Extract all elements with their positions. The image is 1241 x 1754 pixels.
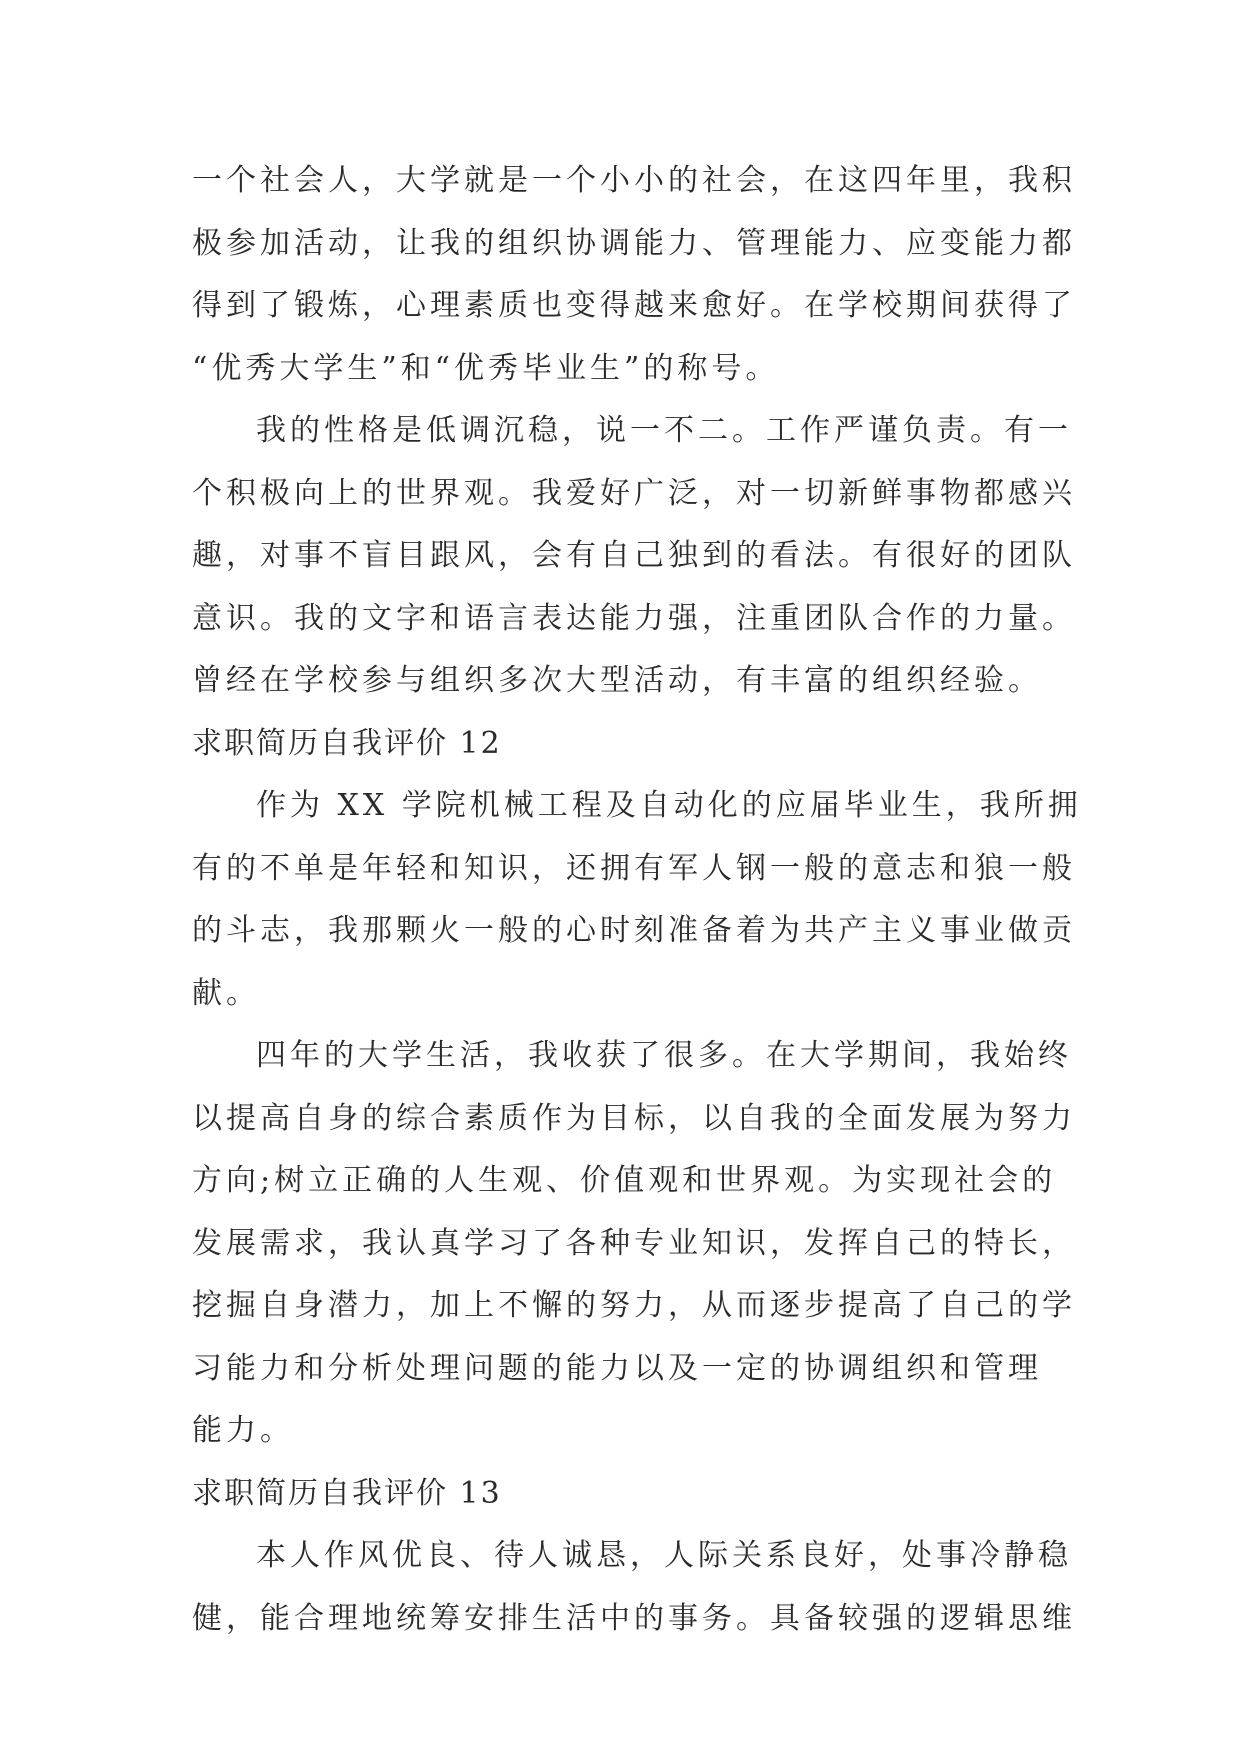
paragraph-line: 献。 [192, 975, 260, 1011]
paragraph-line: 以提高自身的综合素质作为目标，以自我的全面发展为努力 [192, 1100, 1076, 1136]
paragraph-line: 一个社会人，大学就是一个小小的社会，在这四年里，我积 [192, 163, 1076, 198]
section-heading: 求职简历自我评价 12 [192, 725, 502, 761]
paragraph-line: 曾经在学校参与组织多次大型活动，有丰富的组织经验。 [192, 663, 1042, 698]
paragraph-line: 四年的大学生活，我收获了很多。在大学期间，我始终 [256, 1038, 1072, 1073]
paragraph-line: 极参加活动，让我的组织协调能力、管理能力、应变能力都 [192, 225, 1076, 261]
document-body [192, 150, 1082, 1650]
paragraph-line: 的斗志，我那颗火一般的心时刻准备着为共产主义事业做贡 [192, 913, 1076, 948]
paragraph-line: 方向;树立正确的人生观、价值观和世界观。为实现社会的 [192, 1163, 1057, 1198]
paragraph-line: 我的性格是低调沉稳，说一不二。工作严谨负责。有一 [256, 413, 1072, 448]
paragraph-line: 得到了锻炼，心理素质也变得越来愈好。在学校期间获得了 [192, 288, 1076, 323]
paragraph-line: 挖掘自身潜力，加上不懈的努力，从而逐步提高了自己的学 [192, 1288, 1076, 1323]
paragraph-line: 意识。我的文字和语言表达能力强，注重团队合作的力量。 [192, 600, 1076, 636]
paragraph-line: 本人作风优良、待人诚恳，人际关系良好，处事冷静稳 [256, 1538, 1072, 1573]
paragraph-line: “优秀大学生”和“优秀毕业生”的称号。 [192, 350, 780, 386]
paragraph-line: 作为 XX 学院机械工程及自动化的应届毕业生，我所拥 [256, 788, 1082, 823]
paragraph-line: 有的不单是年轻和知识，还拥有军人钢一般的意志和狼一般 [192, 850, 1076, 886]
section-heading: 求职简历自我评价 13 [192, 1475, 502, 1511]
paragraph-line: 趣，对事不盲目跟风，会有自己独到的看法。有很好的团队 [192, 538, 1076, 573]
paragraph-line: 健，能合理地统筹安排生活中的事务。具备较强的逻辑思维 [192, 1600, 1076, 1636]
paragraph-line: 习能力和分析处理问题的能力以及一定的协调组织和管理 [192, 1350, 1042, 1386]
paragraph-line: 发展需求，我认真学习了各种专业知识，发挥自己的特长， [192, 1225, 1076, 1261]
paragraph-line: 个积极向上的世界观。我爱好广泛，对一切新鲜事物都感兴 [192, 475, 1076, 511]
paragraph-line: 能力。 [192, 1413, 294, 1448]
